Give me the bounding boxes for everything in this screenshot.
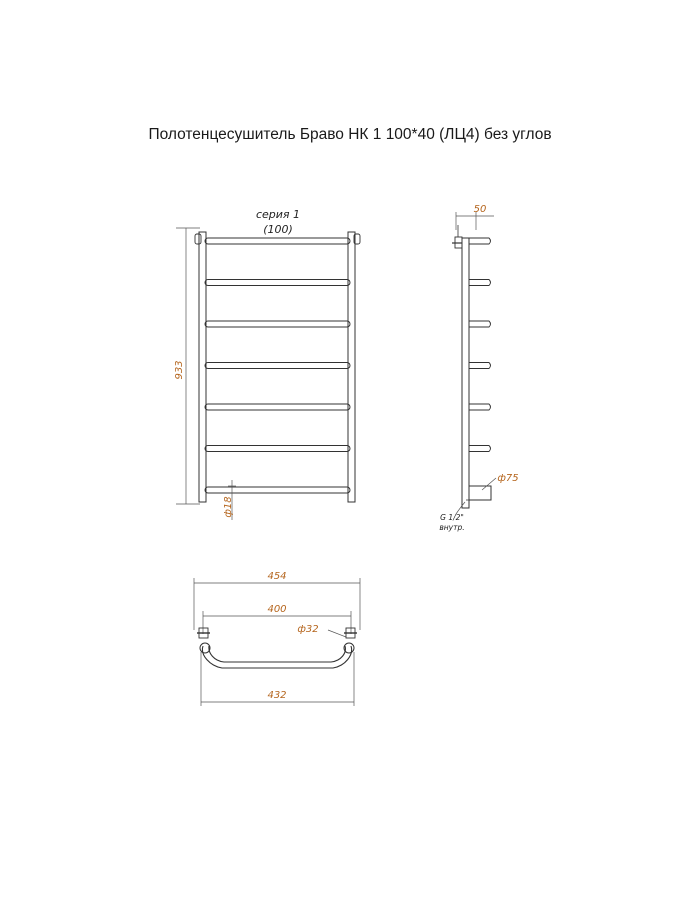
thread-sublabel: внутр.	[439, 523, 465, 532]
series-sublabel: (100)	[263, 223, 293, 236]
side-stub	[469, 238, 491, 244]
series-label: серия 1	[255, 208, 301, 221]
side-stub	[469, 363, 491, 369]
offset-dim-label: 50	[473, 204, 487, 215]
outlet-diameter-label: ф75	[497, 473, 519, 484]
bar-diameter-label: ф18	[223, 496, 234, 518]
front-crossbar	[205, 363, 350, 369]
front-left-bracket	[195, 234, 201, 244]
front-crossbar	[205, 487, 350, 493]
center-distance-label: 400	[267, 604, 287, 615]
outlet-dim-leader	[482, 478, 496, 490]
side-stubs	[469, 238, 491, 452]
side-stub	[469, 404, 491, 410]
side-stub	[469, 446, 491, 452]
pipe-diameter-label: ф32	[297, 624, 319, 635]
thread-label: G 1/2"	[440, 513, 464, 522]
top-view	[194, 571, 360, 706]
height-dim-label: 933	[174, 360, 185, 380]
front-crossbar	[205, 321, 350, 327]
side-vertical-pipe	[462, 238, 469, 508]
front-crossbar	[205, 446, 350, 452]
side-view	[439, 204, 518, 532]
front-right-pipe	[348, 232, 355, 502]
side-stub	[469, 280, 491, 286]
bottom-width-label: 432	[267, 690, 287, 701]
top-rail-outer	[202, 646, 351, 668]
side-stub	[469, 321, 491, 327]
page-title: Полотенцесушитель Браво НК 1 100*40 (ЛЦ4) без углов	[148, 126, 552, 143]
pipe-dim-leader	[328, 630, 346, 637]
top-rail-inner	[209, 646, 345, 662]
front-view	[174, 208, 360, 520]
overall-width-label: 454	[267, 571, 287, 582]
front-crossbars	[205, 238, 350, 493]
side-bottom-outlet	[469, 486, 491, 500]
front-crossbar	[205, 280, 350, 286]
front-crossbar	[205, 404, 350, 410]
front-crossbar	[205, 238, 350, 244]
